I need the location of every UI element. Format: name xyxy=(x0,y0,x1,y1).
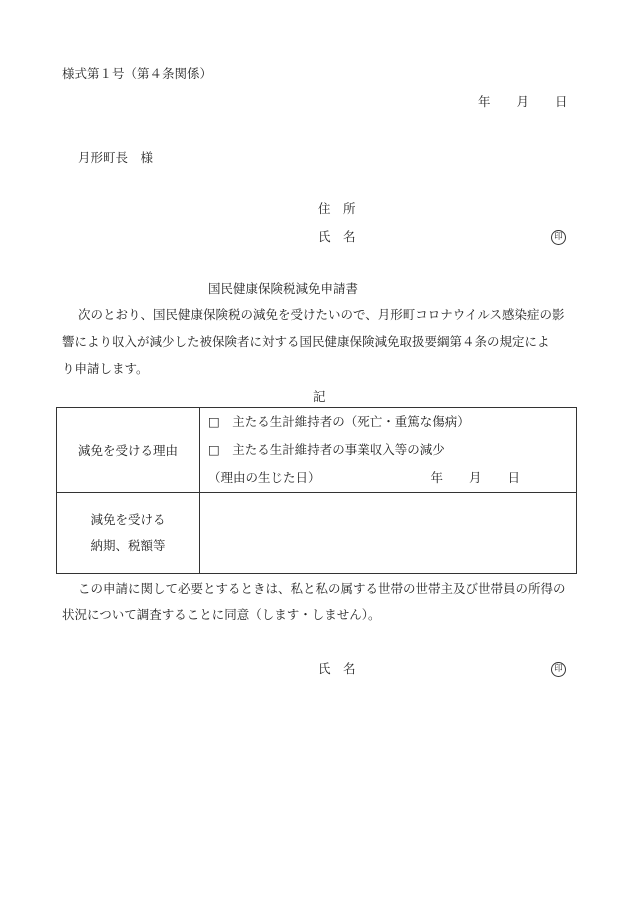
reason-date-year: 年 xyxy=(430,470,444,485)
consent-line-2: 状況について調査することに同意（します・しません）。 xyxy=(62,607,381,622)
period-value-field[interactable] xyxy=(200,493,577,574)
reason-date-label: （理由の生じた日） xyxy=(208,470,321,485)
addressee: 月形町長 様 xyxy=(78,150,154,165)
reason-date-day: 日 xyxy=(507,470,521,485)
document-title: 国民健康保険税減免申請書 xyxy=(208,281,359,296)
table-row-reason xyxy=(57,408,577,493)
date-month-label: 月 xyxy=(516,94,530,109)
period-label xyxy=(57,493,200,574)
application-table xyxy=(56,407,577,574)
body-line-3: り申請します。 xyxy=(62,361,149,376)
table-row-period xyxy=(57,493,577,574)
period-label-line-2: 納期、税額等 xyxy=(90,538,166,553)
reason-label: 減免を受ける理由 xyxy=(57,408,200,493)
form-number: 様式第１号（第４条関係） xyxy=(62,66,213,81)
reason-option-death[interactable]: □ 主たる生計維持者の（死亡・重篤な傷病） xyxy=(208,414,470,429)
signature-name-label: 氏 名 xyxy=(318,661,356,676)
reason-cell xyxy=(200,408,577,493)
application-date xyxy=(478,92,568,110)
name-label: 氏 名 xyxy=(318,229,356,244)
period-label-line-1: 減免を受ける xyxy=(90,512,166,527)
signature-seal-mark: 印 xyxy=(551,662,566,677)
address-label: 住 所 xyxy=(318,201,356,216)
body-line-2: 響により収入が減少した被保険者に対する国民健康保険減免取扱要綱第４条の規定によ xyxy=(62,334,550,349)
body-line-1: 次のとおり、国民健康保険税の減免を受けたいので、月形町コロナウイルス感染症の影 xyxy=(78,307,565,322)
seal-mark: 印 xyxy=(551,230,566,245)
reason-date-line xyxy=(200,464,576,492)
date-day-label: 日 xyxy=(555,94,568,109)
reason-option-income[interactable]: □ 主たる生計維持者の事業収入等の減少 xyxy=(208,442,445,457)
ki-heading: 記 xyxy=(313,389,326,404)
date-year-label: 年 xyxy=(478,94,491,109)
reason-date-month: 月 xyxy=(469,470,482,485)
consent-line-1: この申請に関して必要とするときは、私と私の属する世帯の世帯主及び世帯員の所得の xyxy=(78,581,566,596)
